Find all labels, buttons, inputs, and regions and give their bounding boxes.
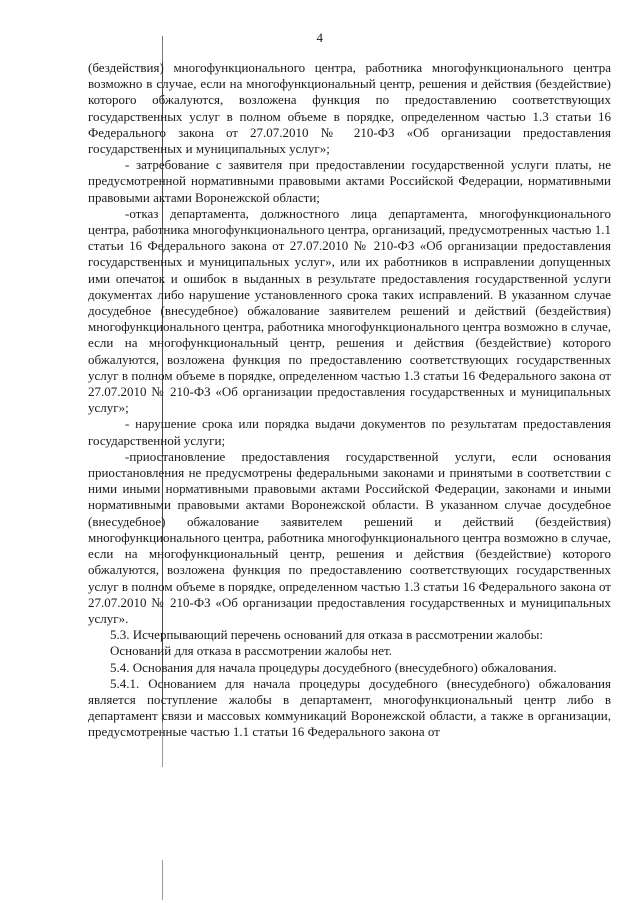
paragraph: 5.4.1. Основанием для начала процедуры досудебного (внесудебного) обжалования является поступление жалобы в департамент, многофункциональный центр либо в департамент связи и массовых коммуникаций Воронежской области, а также в организации, предусмотренные частью 1.1 статьи 16 Федерального закона от — [88, 675, 611, 740]
binding-margin-line — [162, 860, 163, 900]
paragraph: - нарушение срока или порядка выдачи документов по результатам предоставления государственной услуги; — [88, 416, 611, 448]
page-number: 4 — [316, 30, 324, 45]
section-heading: 5.3. Исчерпывающий перечень оснований для отказа в рассмотрении жалобы: — [110, 627, 543, 643]
paragraph: -отказ департамента, должностного лица департамента, многофункционального центра, работника многофункционального центра, организаций, предусмотренных частью 1.1 статьи 16 Федерального закона от 27.07.2010 № 210-ФЗ «Об организации предоставления государственных и муниципальных услуг», или их работников в исправлении допущенных ими опечаток и ошибок в выданных в результате предоставления государственной услуги документах либо нарушение установленного срока таких исправлений. В указанном случае досудебное (внесудебное) обжалование заявителем решений и действий (бездействия) многофункционального центра, работника многофункционального центра возможно в случае, если на многофункциональный центр, решения и действия (бездействие) которого обжалуются, возложена функция по предоставлению соответствующих государственных услуг в полном объеме в порядке, определенном частью 1.3 статьи 16 Федерального закона от 27.07.2010 № 210-ФЗ «Об организации предоставления государственных и муниципальных услуг»; — [88, 205, 611, 416]
paragraph: - затребование с заявителя при предоставлении государственной услуги платы, не предусмотренной нормативными правовыми актами Российской Федерации, нормативными правовыми актами Воронежской области; — [88, 157, 611, 205]
section-heading: 5.4. Основания для начала процедуры досудебного (внесудебного) обжалования. — [110, 659, 557, 675]
paragraph: (бездействия) многофункционального центра, работника многофункционального центра возможно в случае, если на многофункциональный центр, решения и действия (бездействие) которого обжалуются, возложена функция по предоставлению соответствующих государственных услуг в полном объеме в порядке, определенном частью 1.3 статьи 16 Федерального закона от 27.07.2010 № 210-ФЗ «Об организации предоставления государственных и муниципальных услуг»; — [88, 60, 611, 157]
paragraph: -приостановление предоставления государственной услуги, если основания приостановления не предусмотрены федеральными законами и принятыми в соответствии с ними иными нормативными правовыми актами Российской Федерации, законами и иными нормативными правовыми актами Воронежской области. В указанном случае досудебное (внесудебное) обжалование заявителем решений и действий (бездействия) многофункционального центра, работника многофункционального центра возможно в случае, если на многофункциональный центр, решения и действия (бездействие) которого обжалуются, возложена функция по предоставлению соответствующих государственных услуг в полном объеме в порядке, определенном частью 1.3 статьи 16 Федерального закона от 27.07.2010 № 210-ФЗ «Об организации предоставления государственных и муниципальных услуг». — [88, 448, 611, 626]
paragraph: Оснований для отказа в рассмотрении жалобы нет. — [110, 643, 392, 659]
document-body — [88, 60, 611, 741]
